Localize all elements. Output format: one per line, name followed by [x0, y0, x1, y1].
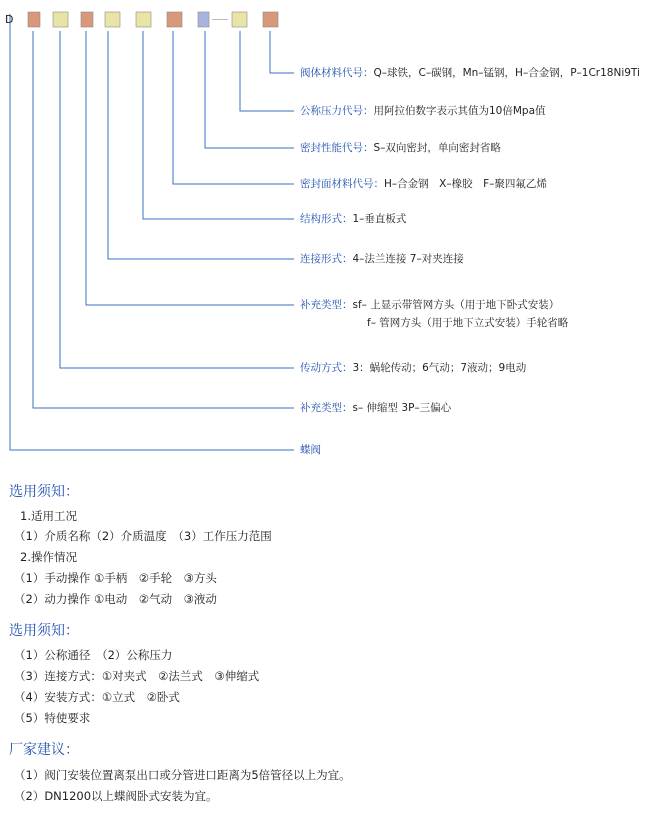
list-item: （3）连接方式：①对夹式 ②法兰式 ③伸缩式 — [14, 669, 260, 683]
callout — [300, 401, 451, 415]
callout — [300, 443, 321, 457]
section-title-2: 选用须知： — [9, 623, 79, 639]
callout-label: 密封性能代号： — [300, 142, 374, 154]
leader-line — [10, 14, 294, 450]
list-item: （1）介质名称（2）介质温度 （3）工作压力范围 — [14, 529, 272, 543]
callout-label: 结构形式： — [300, 213, 353, 225]
callout-desc: 1–垂直板式 — [352, 213, 407, 225]
series-prefix: D — [5, 13, 14, 26]
list-item: 1.适用工况 — [20, 509, 77, 523]
leader-line — [60, 31, 294, 368]
callout-label: 公称压力代号： — [300, 105, 374, 117]
list-item: （2）动力操作 ①电动 ②气动 ③液动 — [14, 592, 217, 606]
leader-line — [173, 31, 294, 184]
callout-label: 连接形式： — [300, 253, 353, 265]
code-box-9 — [263, 12, 278, 27]
list-item: 2.操作情况 — [20, 550, 77, 564]
callout — [300, 141, 501, 155]
list-item: （2）DN1200以上蝶阀卧式安装为宜。 — [14, 789, 218, 803]
code-box-1 — [28, 12, 40, 27]
callout-label: 密封面材料代号： — [300, 178, 384, 190]
callout — [300, 252, 464, 266]
code-box-5 — [136, 12, 151, 27]
callout-label: 阀体材料代号： — [300, 67, 374, 79]
leader-line — [270, 31, 294, 73]
leader-line — [205, 31, 294, 148]
callout-desc: s– 伸缩型 3P–三偏心 — [352, 402, 452, 414]
list-item: （1）公称通径 （2）公称压力 — [14, 648, 173, 662]
callout — [300, 212, 406, 226]
list-item: （4）安装方式：①立式 ②卧式 — [14, 690, 180, 704]
callout-desc: 4–法兰连接 7–对夹连接 — [352, 253, 464, 265]
callout-label: 补充类型： — [300, 402, 353, 414]
callout — [300, 104, 546, 118]
callout-label: 蝶阀 — [300, 444, 321, 456]
code-box-7 — [198, 12, 209, 27]
callout-desc: 用阿拉伯数字表示其值为10倍Mpa值 — [373, 105, 546, 117]
callout-label: 传动方式： — [300, 362, 353, 374]
code-box-6 — [167, 12, 182, 27]
callout — [300, 298, 559, 312]
leader-line — [240, 31, 294, 111]
callout — [300, 66, 640, 80]
callout-desc: Q–球铁，C–碳钢，Mn–锰钢，H–合金钢，P–1Cr18Ni9Ti — [373, 67, 640, 79]
leader-line — [143, 31, 294, 219]
list-item: （5）特使要求 — [14, 711, 91, 725]
list-item: （1）手动操作 ①手柄 ②手轮 ③方头 — [14, 571, 217, 585]
code-box-3 — [81, 12, 93, 27]
callout-desc: H–合金钢 X–橡胶 F–聚四氟乙烯 — [384, 178, 547, 190]
code-box-4 — [105, 12, 120, 27]
callout-desc-continued: f– 管网方头（用于地下立式安装）手轮省略 — [367, 317, 569, 329]
callout-desc: sf– 上显示带管网方头（用于地下卧式安装） — [352, 299, 560, 311]
callout — [300, 361, 526, 375]
callout-desc: S–双向密封，单向密封省略 — [373, 142, 501, 154]
callout-desc: 3：蜗轮传动；6气动；7液动；9电动 — [352, 362, 527, 374]
callout-label: 补充类型： — [300, 299, 353, 311]
section-title-1: 选用须知： — [9, 484, 79, 500]
leader-line — [86, 31, 294, 305]
code-box-2 — [53, 12, 68, 27]
code-box-8 — [232, 12, 247, 27]
leader-line — [108, 31, 294, 259]
callout — [300, 177, 547, 191]
section-title-3: 厂家建议： — [9, 742, 79, 758]
list-item: （1）阀门安装位置离泵出口或分管进口距离为5倍管径以上为宜。 — [14, 768, 351, 782]
